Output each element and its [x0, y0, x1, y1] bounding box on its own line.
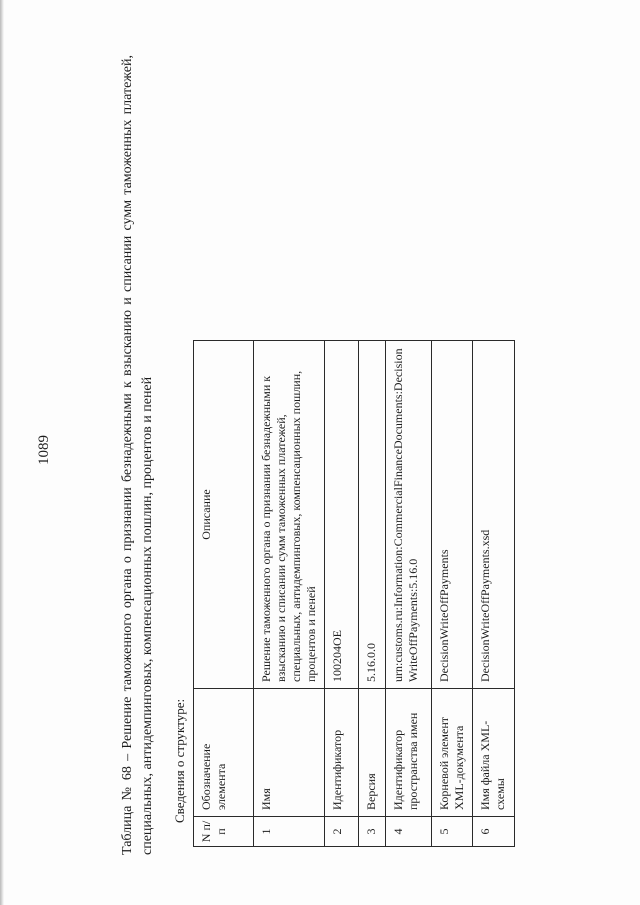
structure-table	[193, 340, 515, 847]
row-element: Версия	[359, 689, 386, 817]
row-number: 4	[386, 817, 432, 847]
row-description: 100204OE	[325, 341, 359, 689]
row-number: 1	[254, 817, 325, 847]
row-number: 3	[359, 817, 386, 847]
page-number: 1089	[36, 435, 52, 465]
row-element: Имя	[254, 689, 325, 817]
header-description: Описание	[194, 341, 254, 689]
row-description: urn:customs.ru:Information:CommercialFinanceDocuments:DecisionWriteOffPayments:5.16.0	[386, 341, 432, 689]
structure-label: Сведения о структуре:	[172, 698, 187, 823]
row-element: Идентификатор пространства имен	[386, 689, 432, 817]
table-row	[359, 341, 386, 847]
row-number: 6	[473, 817, 515, 847]
row-element: Идентификатор	[325, 689, 359, 817]
table-row	[386, 341, 432, 847]
header-element: Обозначение элемента	[194, 689, 254, 817]
row-description: 5.16.0.0	[359, 341, 386, 689]
row-number: 2	[325, 817, 359, 847]
row-description: Решение таможенного органа о признании безнадежными к взысканию и списании сумм таможенных платежей, специальных, антидемпинговых, компенсационных пошлин, процентов и пеней	[254, 341, 325, 689]
row-number: 5	[432, 817, 473, 847]
row-element: Корневой элемент XML-документа	[432, 689, 473, 817]
table-header-row	[194, 341, 254, 847]
table-title: Таблица № 68 – Решение таможенного органа о признании безнадежными к взысканию и списании сумм таможенных платежей, специальных, антидемпинговых, компенсационных пошлин, процентов и пеней	[120, 55, 155, 855]
table-row	[473, 341, 515, 847]
row-description: DecisionWriteOffPayments.xsd	[473, 341, 515, 689]
header-number: N п/п	[194, 817, 254, 847]
row-description: DecisionWriteOffPayments	[432, 341, 473, 689]
table-row	[254, 341, 325, 847]
row-element: Имя файла XML-схемы	[473, 689, 515, 817]
table-row	[325, 341, 359, 847]
table-row	[432, 341, 473, 847]
